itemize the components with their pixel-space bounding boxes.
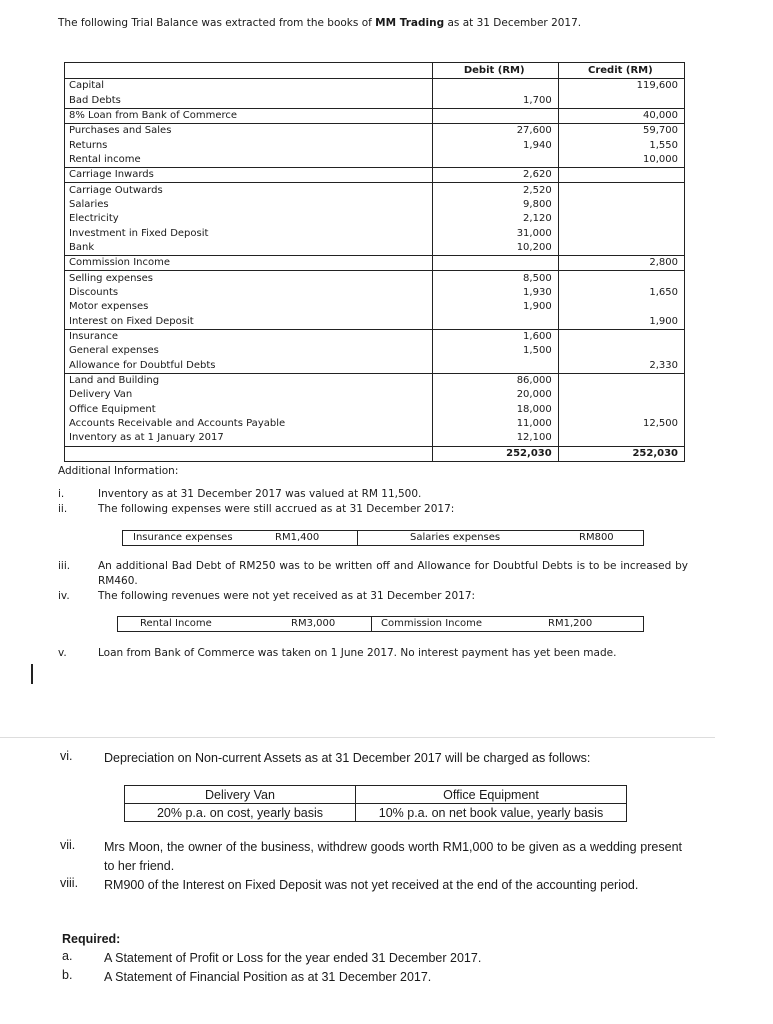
- cell-credit: [558, 373, 684, 388]
- cell-credit: [558, 271, 684, 286]
- cell-credit: 2,800: [558, 256, 684, 271]
- header-account: [65, 63, 433, 79]
- total-debit: 252,030: [432, 446, 558, 461]
- cell-debit: 20,000: [432, 388, 558, 402]
- salaries-expenses-amount: RM800: [579, 532, 614, 543]
- insurance-expenses-amount: RM1,400: [275, 532, 320, 543]
- delivery-van-basis: 20% p.a. on cost, yearly basis: [125, 804, 356, 822]
- cell-credit: 59,700: [558, 124, 684, 139]
- item-number: i.: [58, 488, 65, 500]
- cell-credit: [558, 226, 684, 240]
- table-row: [65, 403, 685, 417]
- table-row: [65, 212, 685, 226]
- table-row: [65, 286, 685, 300]
- cell-debit: 31,000: [432, 226, 558, 240]
- item-text: Inventory as at 31 December 2017 was valued at RM 11,500.: [98, 488, 422, 500]
- cell-account: Carriage Inwards: [65, 168, 433, 183]
- cell-debit: 1,700: [432, 93, 558, 108]
- cell-debit: 2,120: [432, 212, 558, 226]
- cell-account: 8% Loan from Bank of Commerce: [65, 108, 433, 123]
- item-number: v.: [58, 647, 67, 659]
- cell-debit: 1,930: [432, 286, 558, 300]
- info-item-vii: [60, 838, 700, 876]
- cell-credit: 1,900: [558, 315, 684, 330]
- commission-income-label: Commission Income: [381, 618, 482, 629]
- required-heading: Required:: [62, 932, 121, 946]
- cell-credit: [558, 241, 684, 256]
- cell-debit: [432, 315, 558, 330]
- cell-account: Interest on Fixed Deposit: [65, 315, 433, 330]
- info-item-v: [58, 646, 688, 676]
- cell-credit: [558, 329, 684, 344]
- table-row: [65, 315, 685, 330]
- item-number: vii.: [60, 838, 76, 852]
- cell-debit: 27,600: [432, 124, 558, 139]
- cell-debit: 8,500: [432, 271, 558, 286]
- cell-account: Bad Debts: [65, 93, 433, 108]
- text-cursor: [31, 664, 33, 684]
- cell-credit: 119,600: [558, 79, 684, 94]
- cell-debit: [432, 153, 558, 168]
- cell-credit: [558, 212, 684, 226]
- item-number: viii.: [60, 876, 79, 890]
- cell-account: Allowance for Doubtful Debts: [65, 359, 433, 374]
- info-item-iii: [58, 559, 688, 589]
- commission-income-amount: RM1,200: [548, 618, 593, 629]
- cell-account: General expenses: [65, 344, 433, 358]
- item-number: iv.: [58, 590, 70, 602]
- box-divider: [357, 531, 358, 545]
- item-number: iii.: [58, 560, 71, 572]
- table-row: [65, 256, 685, 271]
- cell-credit: 2,330: [558, 359, 684, 374]
- table-row: [65, 417, 685, 431]
- item-text: A Statement of Financial Position as at 31 December 2017.: [104, 970, 432, 984]
- additional-info-heading: Additional Information:: [58, 465, 179, 477]
- item-text: Depreciation on Non-current Assets as at 31 December 2017 will be charged as follows:: [104, 751, 591, 765]
- table-row: [65, 373, 685, 388]
- cell-debit: 86,000: [432, 373, 558, 388]
- table-row: [65, 388, 685, 402]
- cell-debit: 1,940: [432, 138, 558, 152]
- cell-debit: 2,620: [432, 168, 558, 183]
- table-row: [65, 241, 685, 256]
- cell-account: Carriage Outwards: [65, 183, 433, 198]
- cell-credit: [558, 403, 684, 417]
- cell-account: Motor expenses: [65, 300, 433, 314]
- cell-debit: [432, 79, 558, 94]
- cell-debit: 1,900: [432, 300, 558, 314]
- cell-account: Electricity: [65, 212, 433, 226]
- cell-debit: 1,500: [432, 344, 558, 358]
- table-row: [65, 329, 685, 344]
- cell-debit: 10,200: [432, 241, 558, 256]
- table-row: [65, 226, 685, 240]
- item-text: An additional Bad Debt of RM250 was to be written off and Allowance for Doubtful Debts is to be increased by RM460.: [98, 560, 688, 587]
- cell-debit: [432, 256, 558, 271]
- trial-balance-table: [64, 62, 685, 462]
- company-name: MM Trading: [375, 17, 445, 29]
- revenues-box: [117, 616, 644, 632]
- table-row: [65, 168, 685, 183]
- cell-debit: 12,100: [432, 431, 558, 446]
- header-credit: Credit (RM): [558, 63, 684, 79]
- salaries-expenses-label: Salaries expenses: [410, 532, 501, 543]
- item-text: Mrs Moon, the owner of the business, withdrew goods worth RM1,000 to be given as a wedding present to her friend.: [104, 840, 682, 873]
- table-row: [65, 300, 685, 314]
- info-item-viii: [60, 876, 700, 914]
- table-row: [65, 344, 685, 358]
- depreciation-table: [124, 785, 627, 822]
- insurance-expenses-label: Insurance expenses: [133, 532, 233, 543]
- cell-credit: [558, 198, 684, 212]
- page-divider: [0, 737, 715, 738]
- total-row: [65, 446, 685, 461]
- cell-credit: 40,000: [558, 108, 684, 123]
- cell-account: Accounts Receivable and Accounts Payable: [65, 417, 433, 431]
- cell-credit: [558, 431, 684, 446]
- cell-credit: [558, 168, 684, 183]
- intro-before: The following Trial Balance was extracted from the books of: [58, 17, 376, 29]
- table-row: [65, 359, 685, 374]
- table-row: [65, 431, 685, 446]
- cell-account: Investment in Fixed Deposit: [65, 226, 433, 240]
- table-row: [65, 138, 685, 152]
- cell-account: Bank: [65, 241, 433, 256]
- cell-debit: 9,800: [432, 198, 558, 212]
- table-row: [65, 93, 685, 108]
- cell-account: Rental income: [65, 153, 433, 168]
- total-account: [65, 446, 433, 461]
- table-row: [65, 153, 685, 168]
- cell-account: Delivery Van: [65, 388, 433, 402]
- cell-credit: [558, 300, 684, 314]
- item-text: RM900 of the Interest on Fixed Deposit was not yet received at the end of the accounting period.: [104, 878, 639, 892]
- cell-account: Land and Building: [65, 373, 433, 388]
- cell-debit: [432, 108, 558, 123]
- item-text: A Statement of Profit or Loss for the year ended 31 December 2017.: [104, 951, 482, 965]
- cell-credit: [558, 344, 684, 358]
- item-text: The following expenses were still accrued as at 31 December 2017:: [98, 503, 455, 515]
- cell-credit: [558, 183, 684, 198]
- cell-account: Discounts: [65, 286, 433, 300]
- accrued-expenses-box: [122, 530, 644, 546]
- depreciation-basis-row: [125, 804, 627, 822]
- table-row: [65, 271, 685, 286]
- delivery-van-label: Delivery Van: [125, 786, 356, 804]
- cell-account: Selling expenses: [65, 271, 433, 286]
- cell-account: Inventory as at 1 January 2017: [65, 431, 433, 446]
- cell-credit: [558, 93, 684, 108]
- rental-income-label: Rental Income: [140, 618, 212, 629]
- cell-debit: 1,600: [432, 329, 558, 344]
- item-number: b.: [62, 968, 73, 982]
- item-text: Loan from Bank of Commerce was taken on 1 June 2017. No interest payment has yet been made.: [98, 647, 617, 659]
- table-row: [65, 108, 685, 123]
- table-row: [65, 183, 685, 198]
- box-divider: [371, 617, 372, 631]
- cell-credit: [558, 388, 684, 402]
- cell-credit: 1,650: [558, 286, 684, 300]
- cell-credit: 10,000: [558, 153, 684, 168]
- item-text: The following revenues were not yet received as at 31 December 2017:: [98, 590, 476, 602]
- cell-account: Returns: [65, 138, 433, 152]
- table-row: [65, 79, 685, 94]
- cell-debit: [432, 359, 558, 374]
- item-number: ii.: [58, 503, 68, 515]
- cell-account: Office Equipment: [65, 403, 433, 417]
- cell-credit: 12,500: [558, 417, 684, 431]
- item-number: vi.: [60, 749, 73, 763]
- table-row: [65, 124, 685, 139]
- cell-debit: 2,520: [432, 183, 558, 198]
- office-equipment-basis: 10% p.a. on net book value, yearly basis: [356, 804, 627, 822]
- cell-account: Commission Income: [65, 256, 433, 271]
- intro-after: as at 31 December 2017.: [444, 17, 582, 29]
- office-equipment-label: Office Equipment: [356, 786, 627, 804]
- rental-income-amount: RM3,000: [291, 618, 336, 629]
- depreciation-header-row: [125, 786, 627, 804]
- intro-text: [58, 14, 698, 33]
- header-debit: Debit (RM): [432, 63, 558, 79]
- item-number: a.: [62, 949, 73, 963]
- cell-account: Purchases and Sales: [65, 124, 433, 139]
- table-row: [65, 198, 685, 212]
- table-header-row: [65, 63, 685, 79]
- cell-account: Capital: [65, 79, 433, 94]
- cell-account: Salaries: [65, 198, 433, 212]
- cell-debit: 11,000: [432, 417, 558, 431]
- cell-debit: 18,000: [432, 403, 558, 417]
- cell-account: Insurance: [65, 329, 433, 344]
- cell-credit: 1,550: [558, 138, 684, 152]
- total-credit: 252,030: [558, 446, 684, 461]
